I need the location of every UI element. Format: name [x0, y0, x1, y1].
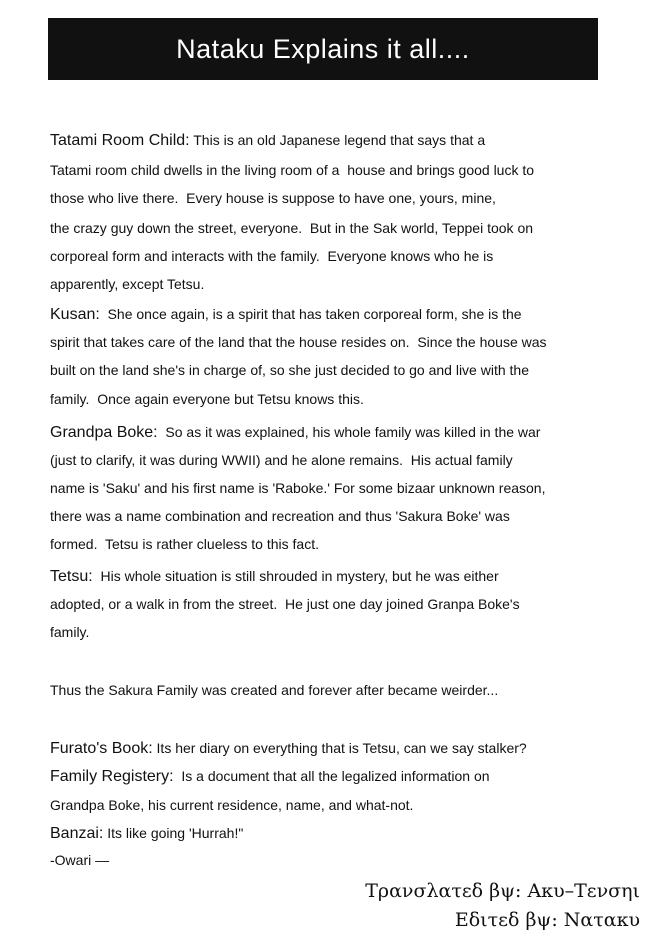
term-text: the crazy guy down the street, everyone. But in the Sak world, Teppei took on: [50, 220, 534, 236]
text-line: [50, 332, 547, 352]
term-text: built on the land she's in charge of, so she just decided to go and live with the: [50, 362, 529, 378]
editor-credit: Εδιτεδ βψ: Νατακυ: [454, 909, 640, 931]
term-text: name is 'Saku' and his first name is 'Raboke.' For some bizaar unknown reason,: [50, 480, 546, 496]
text-line: [50, 246, 493, 266]
term-label: Grandpa Boke:: [50, 424, 158, 441]
term-text: Thus the Sakura Family was created and forever after became weirder...: [50, 682, 499, 698]
text-line: [50, 422, 540, 443]
text-line: [50, 389, 364, 409]
text-line: [50, 738, 527, 759]
term-label: Tatami Room Child:: [50, 132, 190, 149]
translator-credit: Τρανσλατεδ βψ: Ακυ–Τενσηι: [365, 880, 640, 902]
text-line: [50, 274, 204, 294]
text-line: [50, 360, 529, 380]
term-text: (just to clarify, it was during WWII) and he alone remains. His actual family: [50, 452, 513, 468]
term-text: Tatami room child dwells in the living room of a house and brings good luck to: [50, 162, 535, 178]
term-label: Kusan:: [50, 306, 100, 323]
title-banner: [48, 18, 598, 80]
text-line: [50, 850, 109, 870]
text-line: [50, 304, 522, 325]
term-text: She once again, is a spirit that has taken corporeal form, she is the: [99, 306, 522, 322]
text-line: [50, 130, 485, 151]
text-line: [50, 478, 545, 498]
term-text: there was a name combination and recreation and thus 'Sakura Boke' was: [50, 508, 510, 524]
text-line: [50, 218, 533, 238]
text-line: [50, 594, 520, 614]
term-text: adopted, or a walk in from the street. He just one day joined Granpa Boke's: [50, 596, 520, 612]
term-text: This is an old Japanese legend that says that a: [189, 132, 486, 148]
text-line: [50, 566, 499, 587]
term-text: family.: [50, 624, 90, 640]
term-text: family. Once again everyone but Tetsu knows this.: [50, 391, 364, 407]
term-text: formed. Tetsu is rather clueless to this fact.: [50, 536, 319, 552]
text-line: [50, 823, 243, 844]
term-label: Banzai:: [50, 825, 104, 842]
text-line: [50, 160, 534, 180]
term-text: corporeal form and interacts with the family. Everyone knows who he is: [50, 248, 494, 264]
text-line: [50, 450, 513, 470]
term-label: Furato's Book:: [50, 740, 153, 757]
term-text: His whole situation is still shrouded in mystery, but he was either: [92, 568, 499, 584]
term-text: spirit that takes care of the land that the house resides on. Since the house was: [50, 334, 547, 350]
term-text: those who live there. Every house is suppose to have one, yours, mine,: [50, 190, 496, 206]
term-label: Tetsu:: [50, 568, 93, 585]
term-text: Is a document that all the legalized information on: [173, 768, 490, 784]
term-text: Its her diary on everything that is Tetsu, can we say stalker?: [152, 740, 527, 756]
term-text: Its like going 'Hurrah!": [103, 825, 244, 841]
page-title: Nataku Explains it all....: [176, 33, 470, 64]
term-label: Family Registery:: [50, 768, 174, 785]
text-line: [50, 766, 490, 787]
text-line: [50, 622, 89, 642]
term-text: So as it was explained, his whole family was killed in the war: [157, 424, 541, 440]
text-line: [50, 680, 498, 700]
term-text: -Owari —: [50, 852, 110, 868]
text-line: [50, 534, 319, 554]
term-text: apparently, except Tetsu.: [50, 276, 205, 292]
text-line: [50, 795, 413, 815]
text-line: [50, 188, 496, 208]
term-text: Grandpa Boke, his current residence, name, and what-not.: [50, 797, 414, 813]
text-line: [50, 506, 510, 526]
